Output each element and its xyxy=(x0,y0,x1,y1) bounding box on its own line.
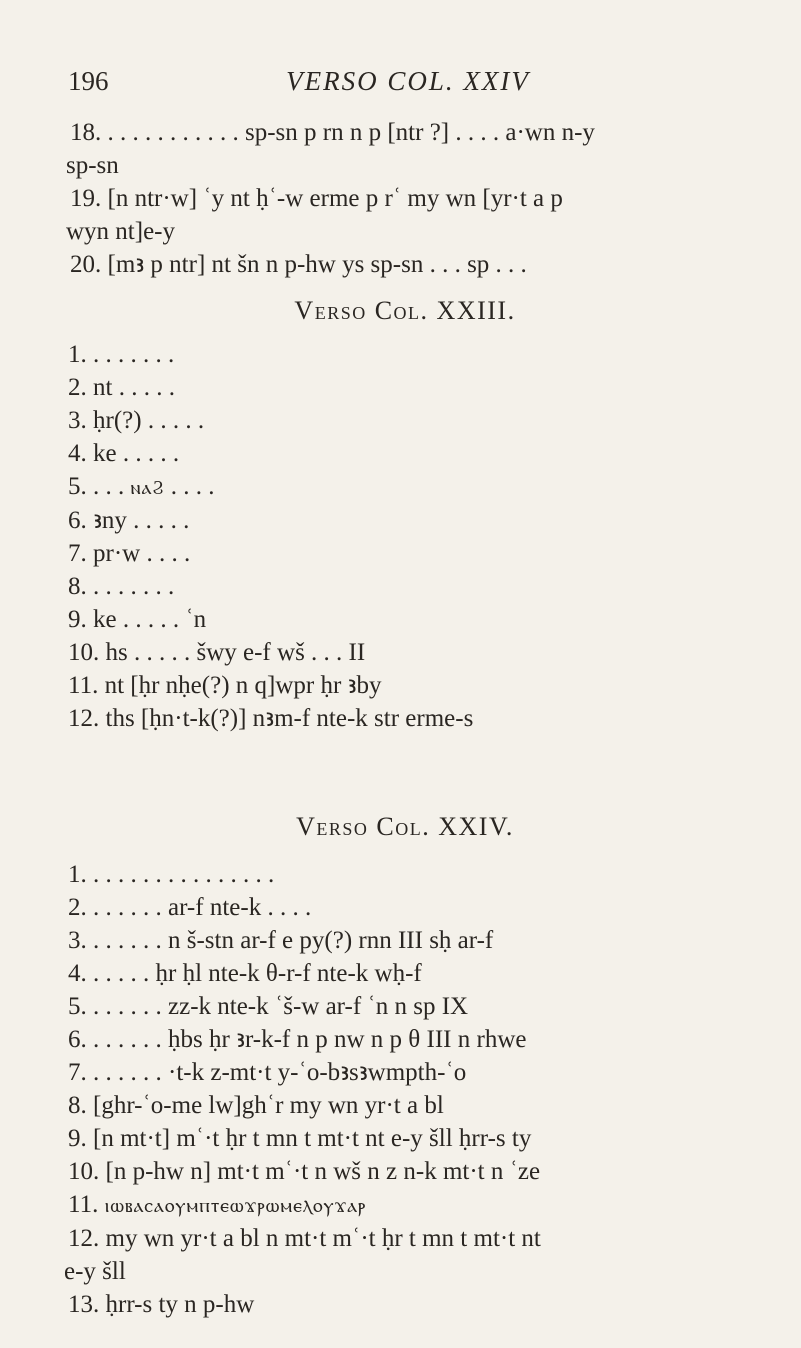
line-20: 20. [mꜣ p ntr] nt šn n p-hw ys sp-sn . . . sp . . . xyxy=(70,251,527,278)
xxiii-line-3: 3. ḥr(?) . . . . . xyxy=(68,407,205,434)
xxiii-line-1: 1. . . . . . . . xyxy=(68,341,175,368)
section-xxiii-lines xyxy=(68,338,738,735)
xxiv-line-7: 7. . . . . . . ·t-k z-mt·t y-ʿo-bꜣsꜣwmpth-ʿo xyxy=(68,1059,467,1086)
xxiii-line-7: 7. pr·w . . . . xyxy=(68,540,191,567)
xxiii-line-11: 11. nt [ḥr nḥe(?) n q]wpr ḥr ꜣby xyxy=(68,672,382,699)
xxiii-line-8: 8. . . . . . . . xyxy=(68,573,175,600)
line-19-cont: wyn nt]e-y xyxy=(66,218,175,245)
page-header xyxy=(68,66,748,100)
section-xxiv xyxy=(64,812,740,1332)
xxiii-line-6: 6. ꜣny . . . . . xyxy=(68,507,190,534)
xxiv-line-4: 4. . . . . . ḥr ḥl nte-k θ-r-f nte-k wḥ-f xyxy=(68,960,422,987)
top-lines xyxy=(66,116,740,281)
xxiv-line-3: 3. . . . . . . n š-stn ar-f e py(?) rnn III sḥ ar-f xyxy=(68,927,494,954)
xxiv-line-11: 11. ⲓⲱⲃⲁⲥⲁⲟⲩⲙⲡⲧⲉⲱϫⲣⲱⲙⲉⲗⲟⲩϫⲁⲣ xyxy=(68,1191,367,1218)
coptic-line: ⲓⲱⲃⲁⲥⲁⲟⲩⲙⲡⲧⲉⲱϫⲣⲱⲙⲉⲗⲟⲩϫⲁⲣ xyxy=(104,1193,367,1217)
xxiv-line-12-cont: e-y šll xyxy=(64,1258,126,1285)
section-title-xxiii: Verso Col. XXIII. xyxy=(294,296,516,325)
line-18: 18. . . . . . . . . . . . sp-sn p rn n p [ntr ?] . . . . a·wn n-y xyxy=(70,119,595,146)
section-title-xxiv: Verso Col. XXIV. xyxy=(296,812,514,841)
xxiii-line-2: 2. nt . . . . . xyxy=(68,374,175,401)
xxiv-line-8: 8. [ghr-ʿo-me lw]ghʿr my wn yr·t a bl xyxy=(68,1092,444,1119)
xxiv-line-5: 5. . . . . . . zz-k nte-k ʿš-w ar-f ʿn n sp IX xyxy=(68,993,469,1020)
xxiv-line-2: 2. . . . . . . ar-f nte-k . . . . xyxy=(68,894,312,921)
xxiii-line-12: 12. ths [ḥn·t-k(?)] nꜣm-f nte-k str erme-s xyxy=(68,705,474,732)
line-18-cont: sp-sn xyxy=(66,152,119,179)
section-xxiv-lines xyxy=(64,858,738,1321)
xxiv-line-9: 9. [n mt·t] mʿ·t ḥr t mn t mt·t nt e-y šll ḥrr-s ty xyxy=(68,1125,532,1152)
xxiv-line-13: 13. ḥrr-s ty n p-hw xyxy=(68,1291,255,1318)
xxiii-line-10: 10. hs . . . . . šwy e-f wš . . . II xyxy=(68,639,366,666)
coptic-word: ⲛⲁϨ xyxy=(130,475,165,499)
xxiii-line-5: 5. . . . ⲛⲁϨ . . . . xyxy=(68,473,215,500)
xxiii-line-4: 4. ke . . . . . xyxy=(68,440,180,467)
section-xxiii xyxy=(70,296,740,796)
xxiv-line-10: 10. [n p-hw n] mt·t mʿ·t n wš n z n-k mt·t n ʿze xyxy=(68,1158,541,1185)
line-19: 19. [n ntr·w] ʿy nt ḥʿ-w erme p rʿ my wn [yr·t a p xyxy=(70,185,563,212)
xxiii-line-9: 9. ke . . . . . ʿn xyxy=(68,606,207,633)
xxiv-line-1: 1. . . . . . . . . . . . . . . . xyxy=(68,861,275,888)
running-head: VERSO COL. XXIV xyxy=(286,66,530,96)
xxiv-line-12: 12. my wn yr·t a bl n mt·t mʿ·t ḥr t mn t mt·t nt xyxy=(68,1225,541,1252)
xxiv-line-6: 6. . . . . . . ḥbs ḥr ꜣr-k-f n p nw n p θ III n rhwe xyxy=(68,1026,527,1053)
page-number: 196 xyxy=(68,66,109,96)
